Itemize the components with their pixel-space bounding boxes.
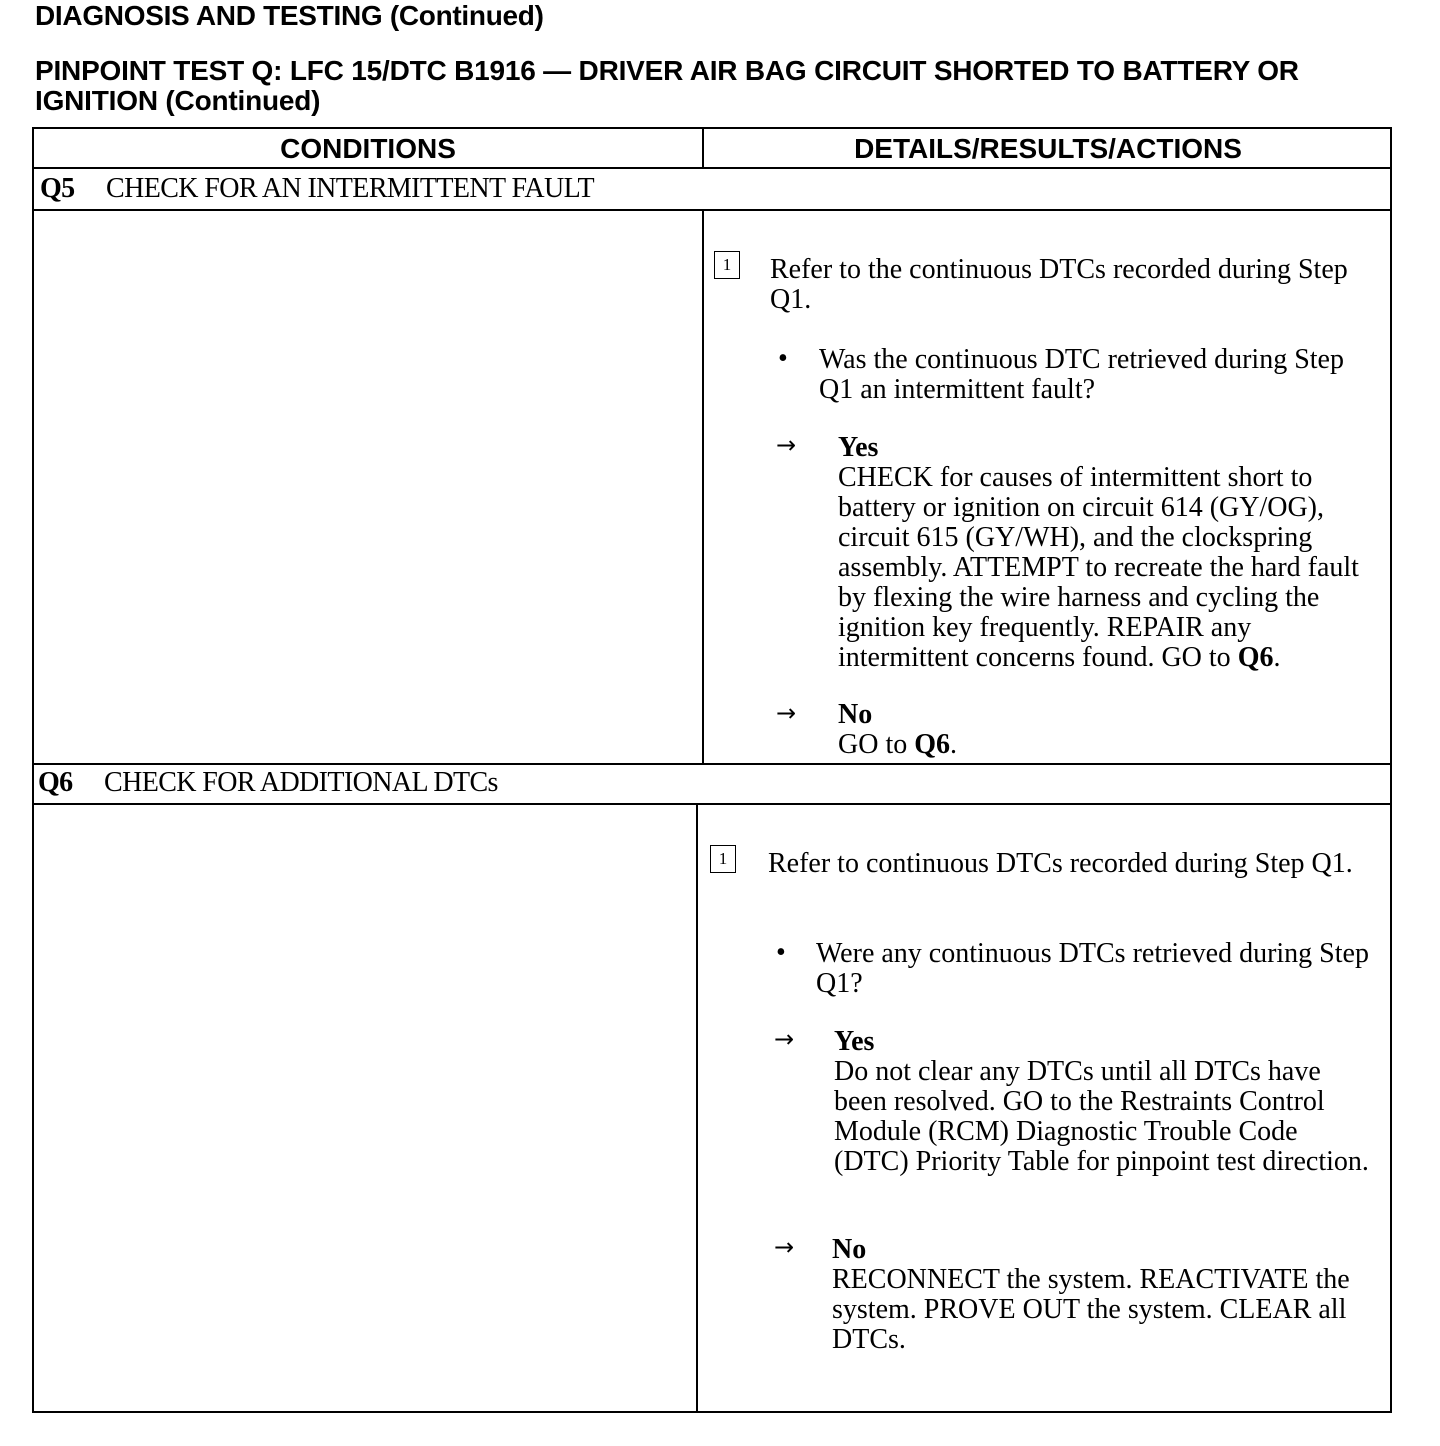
step-q5-title xyxy=(40,171,594,207)
q6-yes-label: Yes xyxy=(834,1026,875,1057)
step-q6-title-text: CHECK FOR ADDITIONAL DTCs xyxy=(104,767,498,798)
q5-no-arrow-icon: → xyxy=(776,699,797,727)
q5-no-label: No xyxy=(838,699,873,730)
section-title: DIAGNOSIS AND TESTING (Continued) xyxy=(35,0,544,31)
q5-column-divider xyxy=(702,209,704,764)
q5-yes-action-text: CHECK for causes of intermittent short to battery or ignition on circuit 614 (GY/OG), circuit 615 (GY/WH), and the clockspring assembly. ATTEMPT to recreate the hard fault by flexing the wire harness and cycling the ignition key frequently. REPAIR any intermittent concerns found. GO to xyxy=(838,462,1359,673)
q6-yes-arrow-icon: → xyxy=(774,1025,795,1053)
pinpoint-test-title: PINPOINT TEST Q: LFC 15/DTC B1916 — DRIVER AIR BAG CIRCUIT SHORTED TO BATTERY OR IGNITION (Continued) xyxy=(35,55,1299,116)
q5-yes-arrow-icon: → xyxy=(776,431,797,459)
q5-yes-period: . xyxy=(1273,642,1281,673)
q6-question: Were any continuous DTCs retrieved during Step Q1? xyxy=(816,938,1369,999)
step-q6-title xyxy=(38,765,498,801)
q5-question: Was the continuous DTC retrieved during Step Q1 an intermittent fault? xyxy=(819,344,1344,405)
q6-title-divider xyxy=(34,803,1390,805)
step-q6-id: Q6 xyxy=(38,767,73,798)
q5-no-goto-link[interactable]: Q6 xyxy=(914,729,951,760)
q5-yes-goto-link[interactable]: Q6 xyxy=(1237,642,1274,673)
q5-instruction: Refer to the continuous DTCs recorded during Step Q1. xyxy=(770,254,1348,315)
q5-no-period: . xyxy=(950,729,958,760)
q6-column-divider xyxy=(696,803,698,1413)
q6-yes-action: Do not clear any DTCs until all DTCs have been resolved. GO to the Restraints Control Module (RCM) Diagnostic Trouble Code (DTC) Priority Table for pinpoint test direction. xyxy=(834,1056,1369,1177)
conditions-header: CONDITIONS xyxy=(280,133,456,164)
q6-instruction: Refer to continuous DTCs recorded during Step Q1. xyxy=(768,848,1353,879)
q5-yes-label: Yes xyxy=(838,432,879,463)
q5-bullet: • xyxy=(778,343,788,374)
q6-no-arrow-icon: → xyxy=(774,1233,795,1261)
q6-no-action: RECONNECT the system. REACTIVATE the system. PROVE OUT the system. CLEAR all DTCs. xyxy=(832,1264,1350,1355)
q6-substep-number: 1 xyxy=(710,845,736,873)
q5-title-divider xyxy=(34,209,1390,211)
step-q5-title-text: CHECK FOR AN INTERMITTENT FAULT xyxy=(106,173,595,204)
q6-no-label: No xyxy=(832,1234,867,1265)
q5-no-action-text: GO to xyxy=(838,729,908,760)
q5-no-action xyxy=(838,730,957,760)
q6-bullet: • xyxy=(776,937,786,968)
details-header: DETAILS/RESULTS/ACTIONS xyxy=(854,133,1242,164)
q5-yes-action xyxy=(838,463,1373,673)
pinpoint-test-table xyxy=(32,127,1392,1413)
q5-substep-number: 1 xyxy=(714,251,740,279)
step-q5-id: Q5 xyxy=(40,173,75,204)
